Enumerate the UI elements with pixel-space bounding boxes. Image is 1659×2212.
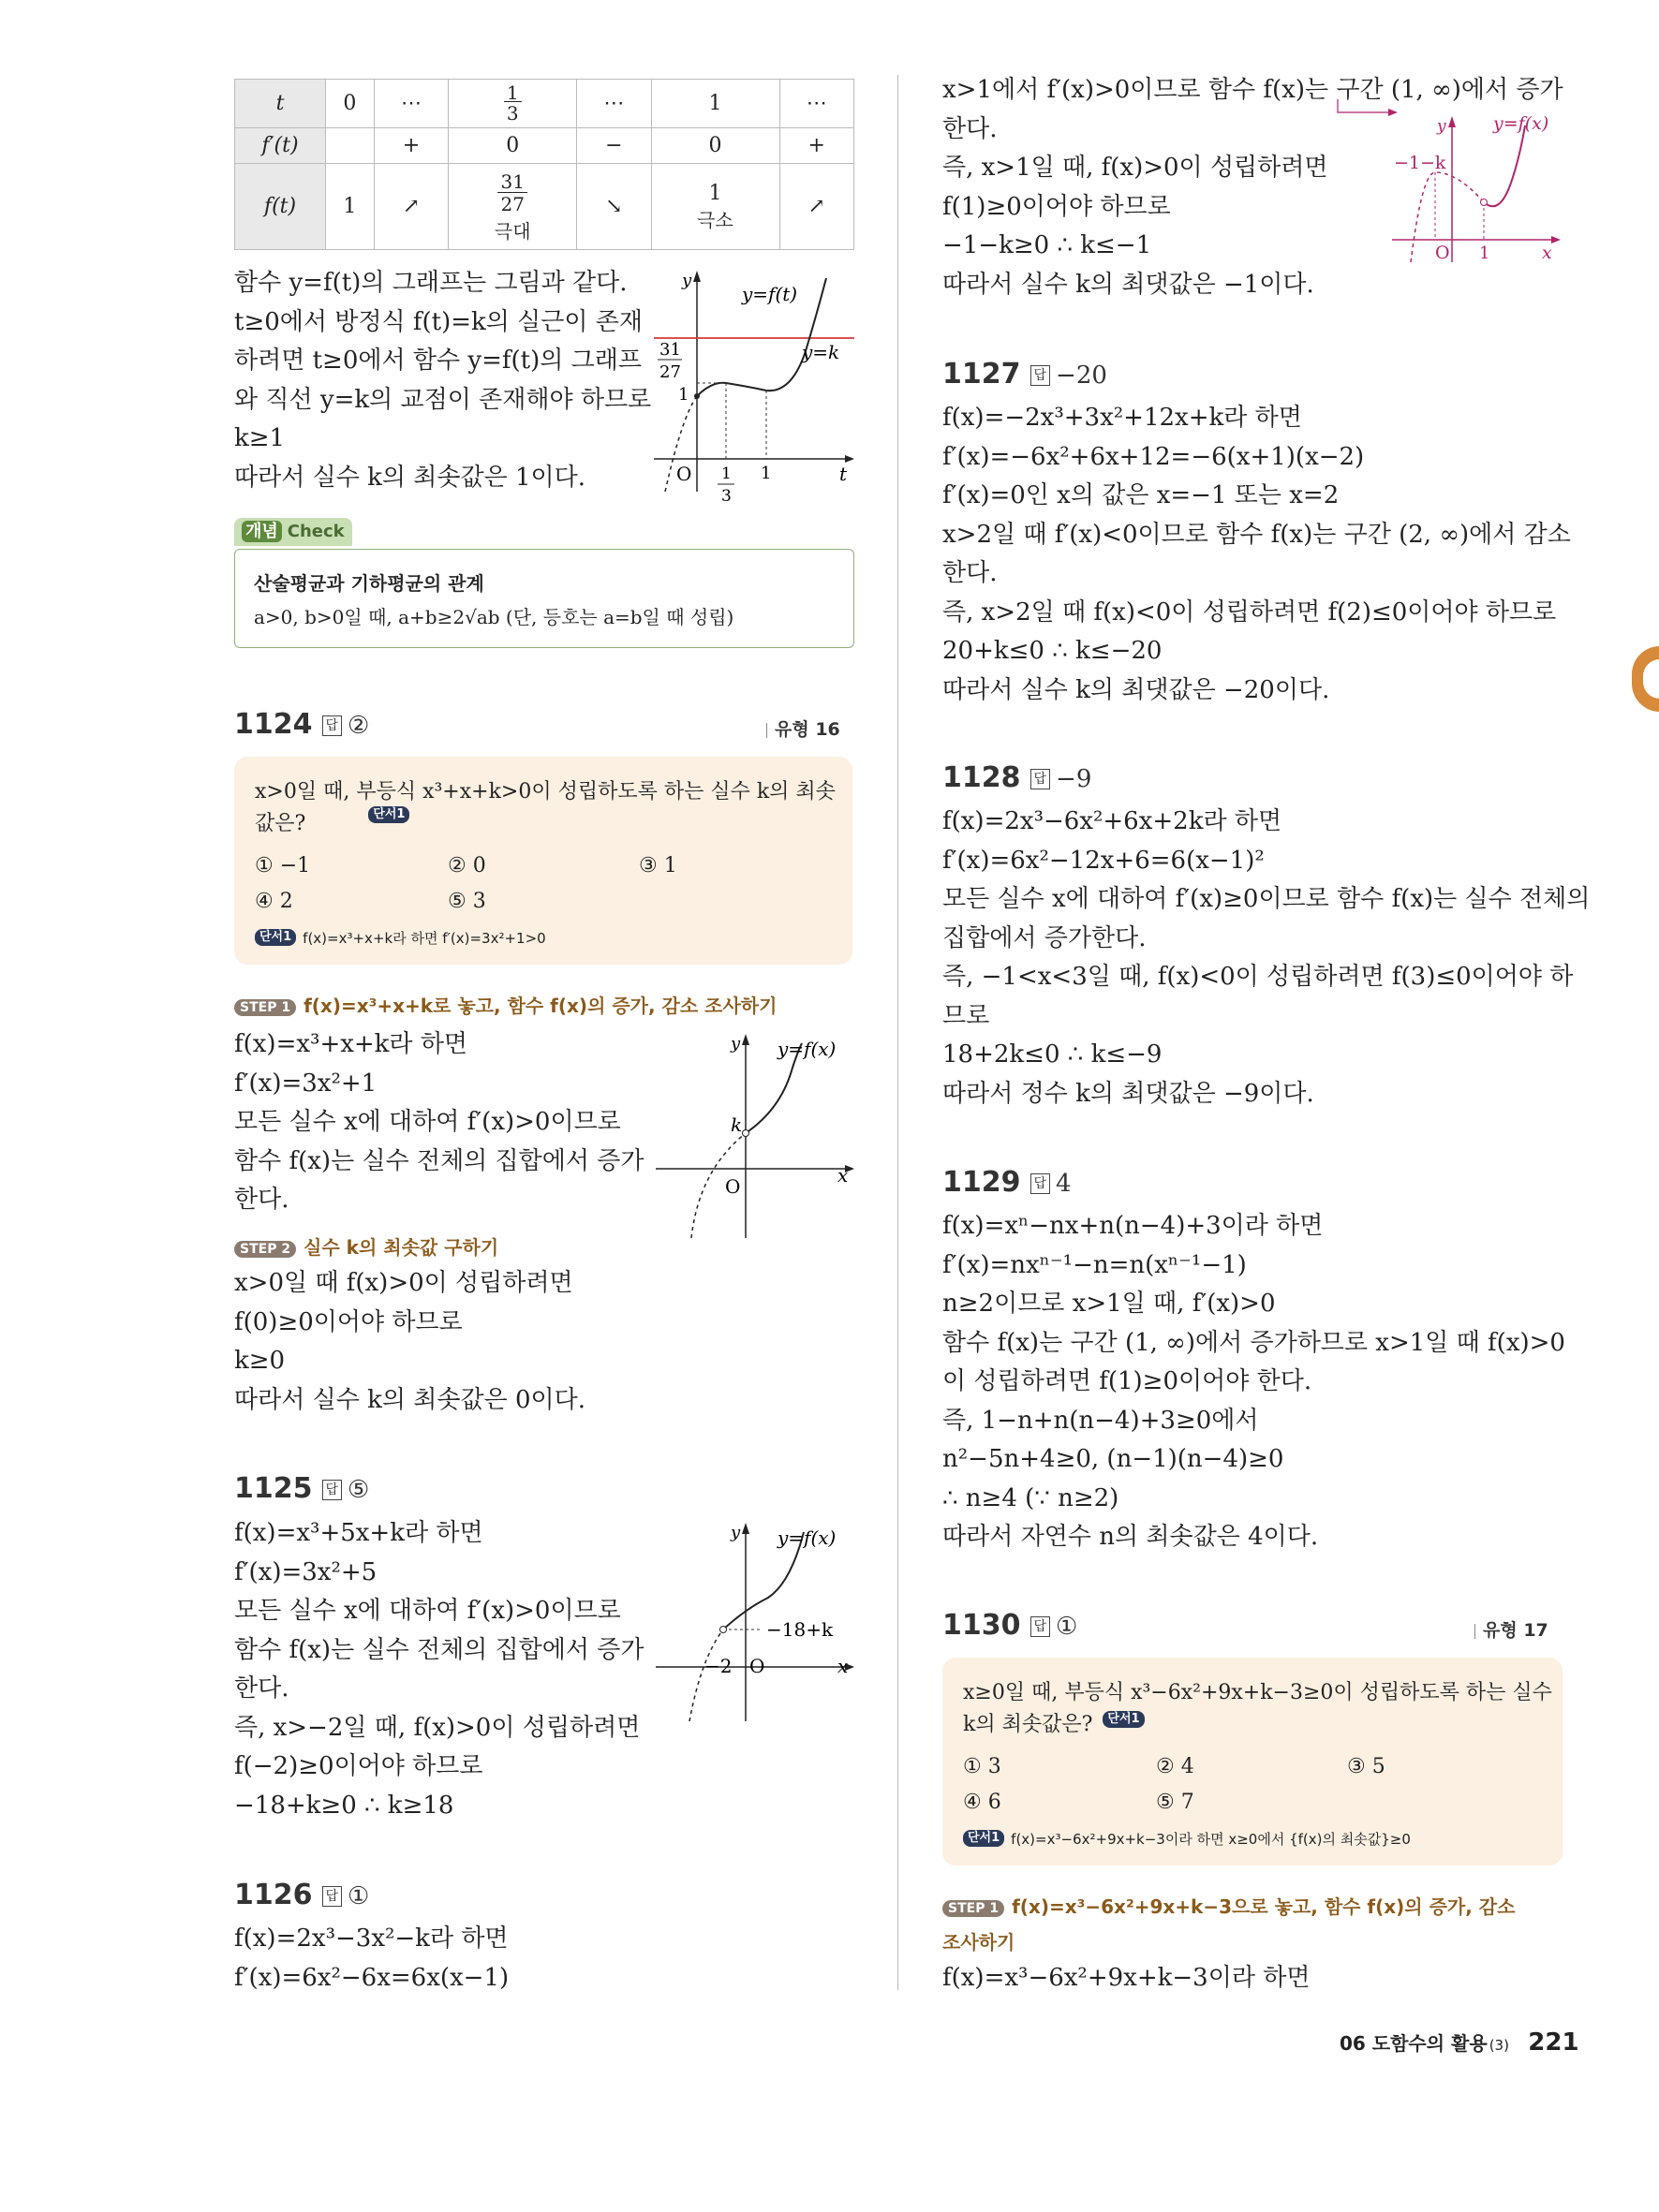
solution-1129 (942, 1207, 1563, 1557)
question-box-1130 (942, 1658, 1563, 1865)
text-line: 즉, −1<x<3일 때, f(x)<0이 성립하려면 f(3)≤0이어야 하 (942, 963, 1574, 991)
text-line: k≥0 (234, 1347, 286, 1375)
text-line: 18+2k≤0 ∴ k≤−9 (942, 1040, 1163, 1069)
text-line: x>0일 때 f(x)>0이 성립하려면 (234, 1269, 573, 1297)
text-line: 따라서 실수 k의 최댓값은 −1이다. (942, 270, 1314, 299)
choice-5[interactable]: ⑤ 7 (1156, 1791, 1194, 1814)
text-line: 이 성립하려면 f(1)≥0이어야 한다. (942, 1367, 1312, 1395)
table-cell: t (235, 80, 326, 128)
choice-4[interactable]: ④ 2 (255, 890, 293, 913)
tick-third-den: 3 (721, 487, 732, 506)
solution-1130 (942, 1959, 1563, 1998)
axis-label-y: y (682, 271, 692, 290)
hint-line: 단서1 f(x)=x³−6x²+9x+k−3이라 하면 x≥0에서 {f(x)의 최솟값}≥0 (963, 1826, 1411, 1850)
chapter-title: 06 도함수의 활용 (1340, 2032, 1488, 2055)
table-cell: 0 (651, 128, 779, 164)
text-line: 한다. (234, 1674, 289, 1703)
text-line: 함수 f(x)는 구간 (1, ∞)에서 증가하므로 x>1일 때 f(x)>0 (942, 1328, 1565, 1357)
table-cell (326, 128, 375, 164)
text-line: f(x)=xⁿ−nx+n(n−4)+3이라 하면 (942, 1212, 1324, 1240)
text-line: f′(x)=3x²+5 (234, 1557, 378, 1586)
text-line: f′(x)=3x²+1 (234, 1069, 378, 1098)
text-line: f(x)=x³−6x²+9x+k−3이라 하면 (942, 1964, 1311, 1992)
text-line: ∴ n≥4 (∵ n≥2) (942, 1483, 1119, 1512)
problem-title-1127: 1127 답 −20 (942, 358, 1107, 391)
table-cell: ⋯ (374, 80, 448, 128)
origin-label: O (676, 463, 692, 485)
axis-label-x: x (837, 1164, 849, 1187)
solution-1126 (234, 1920, 854, 1998)
text-line: 한다. (942, 559, 998, 587)
left-text-block-1 (234, 264, 652, 497)
text-line: t≥0에서 방정식 f(t)=k의 실근이 존재 (234, 307, 644, 336)
check-heading: 산술평균과 기하평균의 관계 (254, 572, 484, 595)
text-line: 함수 y=f(t)의 그래프는 그림과 같다. (234, 269, 628, 297)
table-cell: 0 (449, 128, 577, 164)
text-line: f(x)=−2x³+3x²+12x+k라 하면 (942, 404, 1302, 432)
text-line: f(1)≥0이어야 하므로 (942, 192, 1171, 221)
text-line: f′(x)=nxⁿ⁻¹−n=n(xⁿ⁻¹−1) (942, 1250, 1247, 1279)
value-label: −18+k (766, 1618, 834, 1641)
axis-label-t: t (839, 463, 848, 485)
axis-label-y: y (731, 1523, 741, 1542)
text-line: 함수 f(x)는 실수 전체의 집합에서 증가 (234, 1635, 644, 1664)
origin-label: O (749, 1655, 765, 1677)
step1-heading-1130-cont: 조사하기 (942, 1931, 1015, 1954)
text-line: f(x)=2x³−3x²−k라 하면 (234, 1924, 509, 1953)
text-line: f(−2)≥0이어야 하므로 (234, 1752, 483, 1780)
table-cell: + (779, 128, 853, 164)
tick-27: 27 (659, 362, 681, 382)
choice-3[interactable]: ③ 1 (639, 854, 677, 877)
text-line: f(0)≥0이어야 하므로 (234, 1307, 463, 1336)
table-cell: 0 (326, 80, 375, 128)
tick-x1: 1 (761, 464, 772, 483)
curve-label: y=f(x) (778, 1526, 837, 1549)
text-line: f′(x)=−6x²+6x+12=−6(x+1)(x−2) (942, 442, 1365, 471)
page-footer (1340, 2028, 1579, 2057)
problem-title-1130: 1130 답 ① (942, 1609, 1078, 1642)
graph-1124 (652, 1030, 854, 1241)
choice-1[interactable]: ① 3 (963, 1755, 1001, 1778)
axis-label-x: x (837, 1655, 849, 1677)
table-cell: f(t) (235, 164, 326, 250)
step1-heading-1124: STEP 1 f(x)=x³+x+k로 놓고, 함수 f(x)의 증가, 감소 조사하기 (234, 991, 777, 1018)
question-line: x≥0일 때, 부등식 x³−6x²+9x+k−3≥0이 성립하도록 하는 실수 (963, 1681, 1552, 1704)
text-line: 즉, x>−2일 때, f(x)>0이 성립하려면 (234, 1713, 641, 1742)
tick-third-num: 1 (721, 465, 732, 483)
table-cell: f′(t) (235, 128, 326, 164)
check-body: a>0, b>0일 때, a+b≥2√ab (단, 등호는 a=b일 때 성립) (254, 606, 734, 628)
question-box-1124 (234, 757, 852, 965)
axis-label-y: y (731, 1034, 741, 1054)
question-line: x>0일 때, 부등식 x³+x+k>0이 성립하도록 하는 실수 k의 최솟 (255, 780, 836, 804)
text-line: −1−k≥0 ∴ k≤−1 (942, 231, 1152, 259)
table-cell: 1 3 (449, 80, 577, 128)
text-line: 따라서 실수 k의 최솟값은 1이다. (234, 463, 586, 492)
hint-line: 단서1 f(x)=x³+x+k라 하면 f′(x)=3x²+1>0 (255, 925, 546, 949)
text-line: f(x)=x³+5x+k라 하면 (234, 1519, 483, 1547)
text-line: 와 직선 y=k의 교점이 존재해야 하므로 (234, 385, 652, 414)
text-line: 따라서 실수 k의 최댓값은 −20이다. (942, 675, 1330, 704)
text-line: k≥1 (234, 424, 286, 452)
text-line: −18+k≥0 ∴ k≥18 (234, 1791, 454, 1820)
text-line: 즉, x>1일 때, f(x)>0이 성립하려면 (942, 154, 1328, 182)
problem-title-1129: 1129 답 4 (942, 1166, 1072, 1199)
origin-label: O (1435, 243, 1450, 263)
table-cell: 1 극소 (651, 164, 779, 250)
page-number: 221 (1528, 2028, 1579, 2057)
table-cell: − (577, 128, 651, 164)
table-cell: 1 (326, 164, 375, 250)
table-cell: ↗ (779, 164, 853, 250)
type-label-17: 유형 17 (1474, 1616, 1548, 1642)
text-line: 따라서 실수 k의 최솟값은 0이다. (234, 1385, 586, 1414)
text-line: f′(x)=6x²−6x=6x(x−1) (234, 1963, 510, 1992)
text-line: f′(x)=6x²−12x+6=6(x−1)² (942, 846, 1265, 875)
table-cell: 1 (651, 80, 779, 128)
graph-1126 (1373, 112, 1563, 272)
graph-f-t (646, 267, 854, 506)
table-cell: ⋯ (577, 80, 651, 128)
problem-title-1126: 1126 답 ① (234, 1879, 370, 1911)
choice-3[interactable]: ③ 5 (1347, 1755, 1385, 1778)
text-line: 20+k≤0 ∴ k≤−20 (942, 637, 1163, 665)
table-cell: ↘ (577, 164, 651, 250)
text-line: x>1에서 f′(x)>0이므로 함수 f(x)는 구간 (1, ∞)에서 증가 (942, 76, 1563, 104)
axis-label-y: y (1437, 117, 1446, 136)
table-cell: 31 27 극대 (449, 164, 577, 250)
column-divider (897, 75, 898, 1990)
solution-1124-part2 (234, 1264, 854, 1420)
text-line: 한다. (234, 1186, 289, 1214)
chapter-sub: (3) (1489, 2037, 1509, 2054)
table-cell: ⋯ (779, 80, 853, 128)
text-line: f′(x)=0인 x의 값은 x=−1 또는 x=2 (942, 481, 1340, 509)
curve-label: y=f(t) (742, 283, 798, 305)
choice-5[interactable]: ⑤ 3 (448, 890, 486, 913)
text-line: f(x)=2x³−6x²+6x+2k라 하면 (942, 807, 1282, 835)
k-label: k (731, 1113, 743, 1136)
text-line: 함수 f(x)는 실수 전체의 집합에서 증가 (234, 1146, 644, 1175)
arrow-annotation (1336, 97, 1401, 125)
concept-check-header: 개념 Check (234, 518, 352, 546)
hint-tag: 단서1 (1103, 1711, 1144, 1728)
choice-2[interactable]: ② 4 (1156, 1755, 1194, 1778)
hint-tag: 단서1 (368, 806, 409, 823)
sign-table (234, 79, 854, 250)
curve-label: y=f(x) (1493, 113, 1549, 134)
text-line: 모든 실수 x에 대하여 f′(x)>0이므로 (234, 1108, 621, 1136)
problem-title-1125: 1125 답 ⑤ (234, 1472, 370, 1505)
text-line: n≥2이므로 x>1일 때, f′(x)>0 (942, 1290, 1276, 1318)
tick-1: 1 (1479, 243, 1490, 263)
curve-label: y=f(x) (778, 1038, 837, 1060)
question-line: k의 최솟값은? 단서1 (963, 1708, 1145, 1737)
type-label-16: 유형 16 (766, 715, 840, 741)
text-line: 하려면 t≥0에서 함수 y=f(t)의 그래프 (234, 347, 642, 375)
choice-1[interactable]: ① −1 (255, 854, 311, 877)
text-line: 한다. (942, 114, 998, 143)
tick-1: 1 (678, 385, 689, 405)
question-line: 값은? 단서1 (255, 807, 409, 836)
solution-1128 (942, 803, 1591, 1113)
min-label: 극소 (697, 208, 733, 231)
tick-31: 31 (659, 340, 681, 360)
value-label: −1−k (1394, 153, 1446, 173)
line-label: y=k (802, 341, 840, 363)
solution-1124-part1 (234, 1025, 646, 1220)
text-line: n²−5n+4≥0, (n−1)(n−4)≥0 (942, 1445, 1284, 1473)
text-line: 즉, x>2일 때 f(x)<0이 성립하려면 f(2)≤0이어야 하므로 (942, 597, 1557, 627)
graph-1125 (652, 1519, 854, 1725)
tick-neg2: −2 (704, 1655, 733, 1677)
text-line: 모든 실수 x에 대하여 f′(x)>0이므로 (234, 1597, 621, 1625)
choice-2[interactable]: ② 0 (448, 854, 486, 877)
text-line: 따라서 정수 k의 최댓값은 −9이다. (942, 1079, 1314, 1108)
text-line: 즉, 1−n+n(n−4)+3≥0에서 (942, 1406, 1259, 1435)
step1-heading-1130: STEP 1 f(x)=x³−6x²+9x+k−3으로 놓고, 함수 f(x)의 증가, 감소 (942, 1892, 1515, 1919)
problem-title-1124: 1124 답 ② (234, 708, 370, 741)
text-line: 집합에서 증가한다. (942, 923, 1147, 952)
text-line: x>2일 때 f′(x)<0이므로 함수 f(x)는 구간 (2, ∞)에서 감소 (942, 520, 1571, 549)
text-line: 따라서 자연수 n의 최솟값은 4이다. (942, 1523, 1319, 1551)
step2-heading-1124: STEP 2 실수 k의 최솟값 구하기 (234, 1232, 498, 1260)
problem-title-1128: 1128 답 −9 (942, 761, 1092, 794)
concept-check-box (234, 522, 854, 648)
table-cell: + (374, 128, 448, 164)
text-line: 므로 (942, 1001, 990, 1030)
chapter-tab-edge (1632, 646, 1659, 712)
choice-4[interactable]: ④ 6 (963, 1791, 1001, 1814)
solution-1127 (942, 399, 1571, 710)
text-line: 모든 실수 x에 대하여 f′(x)≥0이므로 함수 f(x)는 실수 전체의 (942, 885, 1591, 913)
text-line: f(x)=x³+x+k라 하면 (234, 1030, 468, 1058)
origin-label: O (725, 1175, 741, 1198)
max-label: 극대 (494, 219, 531, 243)
table-cell: ↗ (374, 164, 448, 250)
axis-label-x: x (1542, 243, 1552, 263)
